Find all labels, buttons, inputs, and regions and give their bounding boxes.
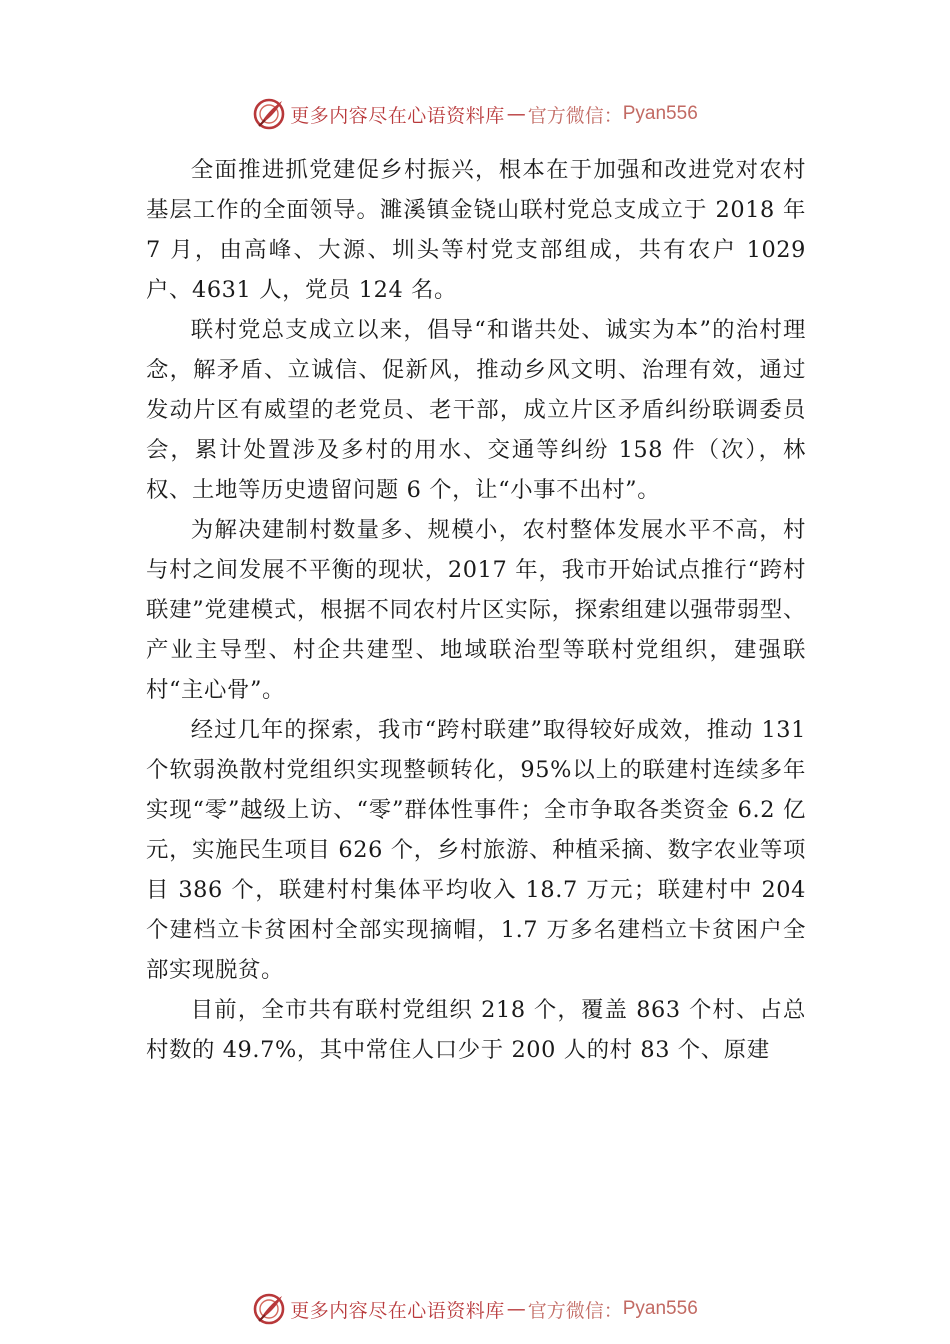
wechat-id: Pyan556 <box>622 103 698 124</box>
paragraph-5: 目前，全市共有联村党组织 218 个，覆盖 863 个村、占总村数的 49.7%，其中常住人口少于 200 人的村 83 个、原建 <box>146 997 806 1063</box>
brand-text: 更多内容尽在心语资料库 <box>290 1299 505 1322</box>
paragraph-2: 联村党总支成立以来，倡导“和谐共处、诚实为本”的治村理念，解矛盾、立诚信、促新风，推动乡风文明、治理有效，通过发动片区有威望的老党员、老干部，成立片区矛盾纠纷联调委员会，累计处置涉及多村的用水、交通等纠纷 158 件（次），林权、土地等历史遗留问题 6 个，让“小事不出村”。 <box>146 317 806 503</box>
header-banner <box>0 94 950 134</box>
quill-logo-icon <box>252 97 286 131</box>
brand-text: 更多内容尽在心语资料库 <box>290 104 505 127</box>
footer-banner <box>0 1289 950 1329</box>
document-body <box>146 150 806 1070</box>
wechat-label: 官方微信： <box>527 104 623 127</box>
paragraph-4: 经过几年的探索，我市“跨村联建”取得较好成效，推动 131 个软弱涣散村党组织实现整顿转化，95%以上的联建村连续多年实现“零”越级上访、“零”群体性事件；全市争取各类资金 6.2 亿元，实施民生项目 626 个，乡村旅游、种植采摘、数字农业等项目 386 个，联建村村集体平均收入 18.7 万元；联建村中 204 个建档立卡贫困村全部实现摘帽，1.7 万多名建档立卡贫困户全部实现脱贫。 <box>146 717 806 983</box>
paragraph-1: 全面推进抓党建促乡村振兴，根本在于加强和改进党对农村基层工作的全面领导。濉溪镇金铙山联村党总支成立于 2018 年 7 月，由高峰、大源、圳头等村党支部组成，共有农户 1029 户、4631 人，党员 124 名。 <box>146 157 806 303</box>
wechat-id: Pyan556 <box>622 1298 698 1319</box>
banner-dash: — <box>506 103 526 125</box>
quill-logo-icon <box>252 1292 286 1326</box>
banner-dash: — <box>506 1298 526 1320</box>
paragraph-3: 为解决建制村数量多、规模小，农村整体发展水平不高，村与村之间发展不平衡的现状，2017 年，我市开始试点推行“跨村联建”党建模式，根据不同农村片区实际，探索组建以强带弱型、产业主导型、村企共建型、地域联治型等联村党组织，建强联村“主心骨”。 <box>146 517 806 703</box>
wechat-label: 官方微信： <box>527 1299 623 1322</box>
